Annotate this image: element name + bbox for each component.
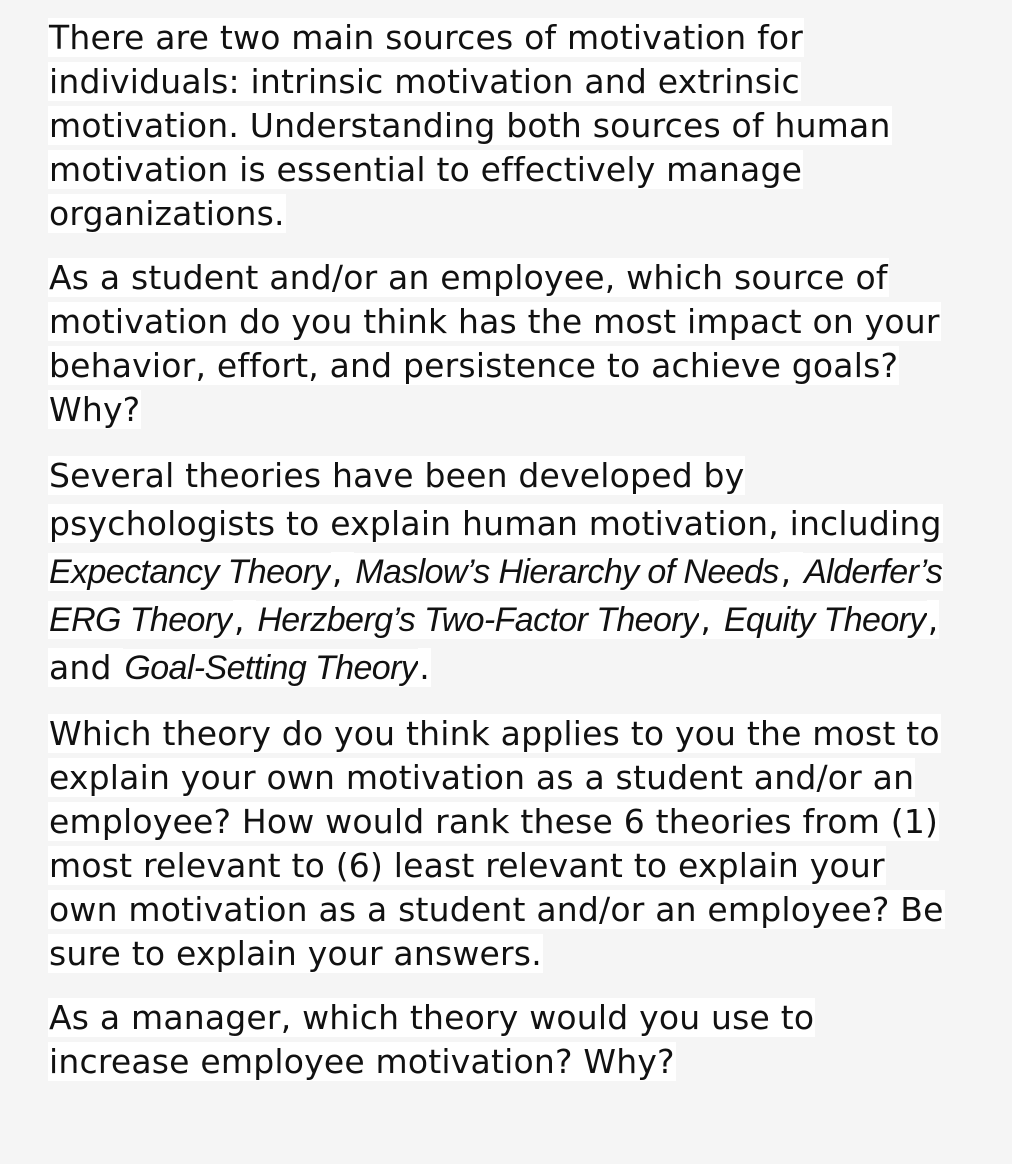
theory-separator: , [233,600,256,639]
theory-alderfer-erg: Alderfer’s ERG Theory [49,553,943,639]
theory-expectancy: Expectancy Theory [49,553,330,591]
theory-herzberg: Herzberg’s Two-Factor Theory [257,601,699,639]
question-manager-theory [48,996,948,1084]
theory-goal-setting: Goal-Setting Theory [124,649,418,687]
paragraph-motivation-theories [48,452,948,692]
question-source-impact-text: As a student and/or an employee, which source of motivation do you think has the most impact on your behavior, effort, and persistence to achieve goals? Why? [49,258,940,429]
theories-lead-text: Several theories have been developed by psychologists to explain human motivation, including [49,456,942,543]
question-theory-ranking [48,712,948,976]
theories-end-text: . [419,648,430,687]
question-source-impact [48,256,948,432]
question-theory-ranking-text: Which theory do you think applies to you the most to explain your own motivation as a student and/or an employee? How would rank these 6 theories from (1) most relevant to (6) least relevant to explain your own motivation as a student and/or an employee? Be sure to explain your answers. [49,714,944,973]
theory-maslow: Maslow’s Hierarchy of Needs [355,553,779,591]
theory-separator: , [780,552,803,591]
paragraph-motivation-sources-text: There are two main sources of motivation for individuals: intrinsic motivation and extrinsic motivation. Understanding both sources of human motivation is essential to effectively manage organizations. [49,18,891,233]
theory-equity: Equity Theory [723,601,926,639]
document-body [48,16,948,1104]
theory-separator: , [700,600,722,639]
paragraph-motivation-sources [48,16,948,236]
theory-separator: , [331,552,354,591]
question-manager-theory-text: As a manager, which theory would you use to increase employee motivation? Why? [49,998,815,1081]
theory-separator: , and [49,600,939,687]
